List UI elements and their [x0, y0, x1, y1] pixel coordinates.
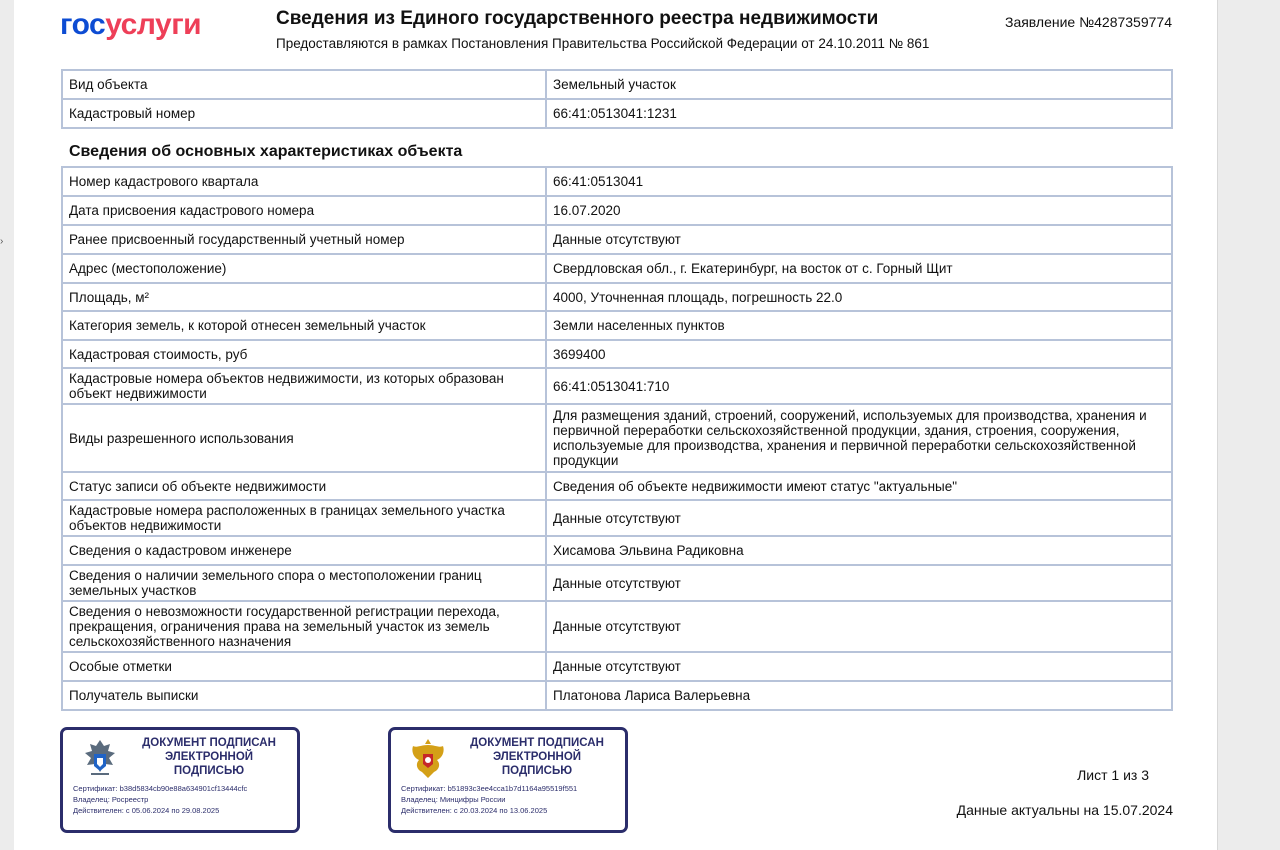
- row-label: Получатель выписки: [62, 681, 546, 710]
- row-label: Статус записи об объекте недвижимости: [62, 472, 546, 500]
- row-value: Сведения об объекте недвижимости имеют статус "актуальные": [546, 472, 1172, 500]
- row-value: Хисамова Эльвина Радиковна: [546, 536, 1172, 565]
- table-row: [62, 601, 1172, 652]
- row-value: Для размещения зданий, строений, сооружений, используемых для производства, хранения и первичной переработки сельскохозяйственной продукции, здания, строения, сооружения, используемые для производства, хранения и первичной переработки сельскохозяйственной продукции: [546, 404, 1172, 472]
- characteristics-table: [61, 166, 1173, 711]
- table-row: [62, 99, 1172, 128]
- row-label: Вид объекта: [62, 70, 546, 99]
- row-value: Данные отсутствуют: [546, 565, 1172, 601]
- row-value: 3699400: [546, 340, 1172, 368]
- table-row: [62, 283, 1172, 311]
- row-label: Виды разрешенного использования: [62, 404, 546, 472]
- row-value: Земли населенных пунктов: [546, 311, 1172, 340]
- row-value: 66:41:0513041: [546, 167, 1172, 196]
- document-subtitle: Предоставляются в рамках Постановления Правительства Российской Федерации от 24.10.2011 № 861: [276, 36, 930, 51]
- row-label: Площадь, м²: [62, 283, 546, 311]
- table-row: [62, 472, 1172, 500]
- row-label: Сведения о невозможности государственной регистрации перехода, прекращения, ограничения права на земельный участок из земель сельскохозяйственного назначения: [62, 601, 546, 652]
- row-value: 16.07.2020: [546, 196, 1172, 225]
- row-label: Кадастровый номер: [62, 99, 546, 128]
- table-row: [62, 368, 1172, 404]
- application-number: Заявление №4287359774: [1004, 14, 1172, 30]
- table-row: [62, 565, 1172, 601]
- table-row: [62, 652, 1172, 681]
- table-row: [62, 500, 1172, 536]
- gosuslugi-logo: [60, 8, 201, 42]
- row-value: Данные отсутствуют: [546, 500, 1172, 536]
- stamp-title: ДОКУМЕНТ ПОДПИСАН ЭЛЕКТРОННОЙ ПОДПИСЬЮ: [142, 737, 276, 777]
- row-value: 66:41:0513041:1231: [546, 99, 1172, 128]
- document-title: Сведения из Единого государственного реестра недвижимости: [276, 8, 879, 29]
- stamp-certificate: Сертификат: b38d5834cb90e88a634901cf13444cfc: [73, 784, 248, 793]
- row-label: Номер кадастрового квартала: [62, 167, 546, 196]
- row-label: Сведения о кадастровом инженере: [62, 536, 546, 565]
- stamp-owner: Владелец: Росреестр: [73, 795, 149, 804]
- stamp-validity: Действителен: с 05.06.2024 по 29.08.2025: [73, 806, 220, 815]
- row-value: Данные отсутствуют: [546, 652, 1172, 681]
- coat-of-arms-icon: [405, 736, 451, 782]
- rosreestr-emblem-icon: [77, 736, 123, 782]
- row-label: Дата присвоения кадастрового номера: [62, 196, 546, 225]
- signature-stamp-mintsifry: [388, 727, 628, 833]
- table-row: [62, 167, 1172, 196]
- row-value: 66:41:0513041:710: [546, 368, 1172, 404]
- row-value: 4000, Уточненная площадь, погрешность 22.0: [546, 283, 1172, 311]
- table-row: [62, 536, 1172, 565]
- section-title: Сведения об основных характеристиках объекта: [69, 143, 463, 160]
- row-label: Кадастровые номера объектов недвижимости, из которых образован объект недвижимости: [62, 368, 546, 404]
- table-row: [62, 196, 1172, 225]
- row-label: Адрес (местоположение): [62, 254, 546, 283]
- table-row: [62, 311, 1172, 340]
- row-label: Кадастровые номера расположенных в границах земельного участка объектов недвижимости: [62, 500, 546, 536]
- table-row: [62, 681, 1172, 710]
- logo-part-gos: гос: [60, 8, 106, 41]
- row-value: Свердловская обл., г. Екатеринбург, на восток от с. Горный Щит: [546, 254, 1172, 283]
- table-row: [62, 70, 1172, 99]
- object-table: [61, 69, 1173, 129]
- data-actual-date: Данные актуальны на 15.07.2024: [956, 802, 1173, 818]
- row-label: Категория земель, к которой отнесен земельный участок: [62, 311, 546, 340]
- table-row: [62, 404, 1172, 472]
- row-label: Особые отметки: [62, 652, 546, 681]
- sheet-number: Лист 1 из 3: [1077, 767, 1149, 783]
- logo-part-uslugi: услуги: [105, 8, 202, 41]
- table-row: [62, 254, 1172, 283]
- row-label: Сведения о наличии земельного спора о местоположении границ земельных участков: [62, 565, 546, 601]
- stamp-owner: Владелец: Минцифры России: [401, 795, 506, 804]
- table-row: [62, 225, 1172, 254]
- page-edge-marker: ›: [0, 236, 4, 247]
- row-value: Земельный участок: [546, 70, 1172, 99]
- table-row: [62, 340, 1172, 368]
- stamp-validity: Действителен: с 20.03.2024 по 13.06.2025: [401, 806, 548, 815]
- row-value: Платонова Лариса Валерьевна: [546, 681, 1172, 710]
- stamp-title: ДОКУМЕНТ ПОДПИСАН ЭЛЕКТРОННОЙ ПОДПИСЬЮ: [470, 737, 604, 777]
- row-label: Кадастровая стоимость, руб: [62, 340, 546, 368]
- stamp-certificate: Сертификат: b51893c3ee4cca1b7d1164a95519f551: [401, 784, 578, 793]
- row-value: Данные отсутствуют: [546, 225, 1172, 254]
- row-label: Ранее присвоенный государственный учетный номер: [62, 225, 546, 254]
- row-value: Данные отсутствуют: [546, 601, 1172, 652]
- signature-stamp-rosreestr: [60, 727, 300, 833]
